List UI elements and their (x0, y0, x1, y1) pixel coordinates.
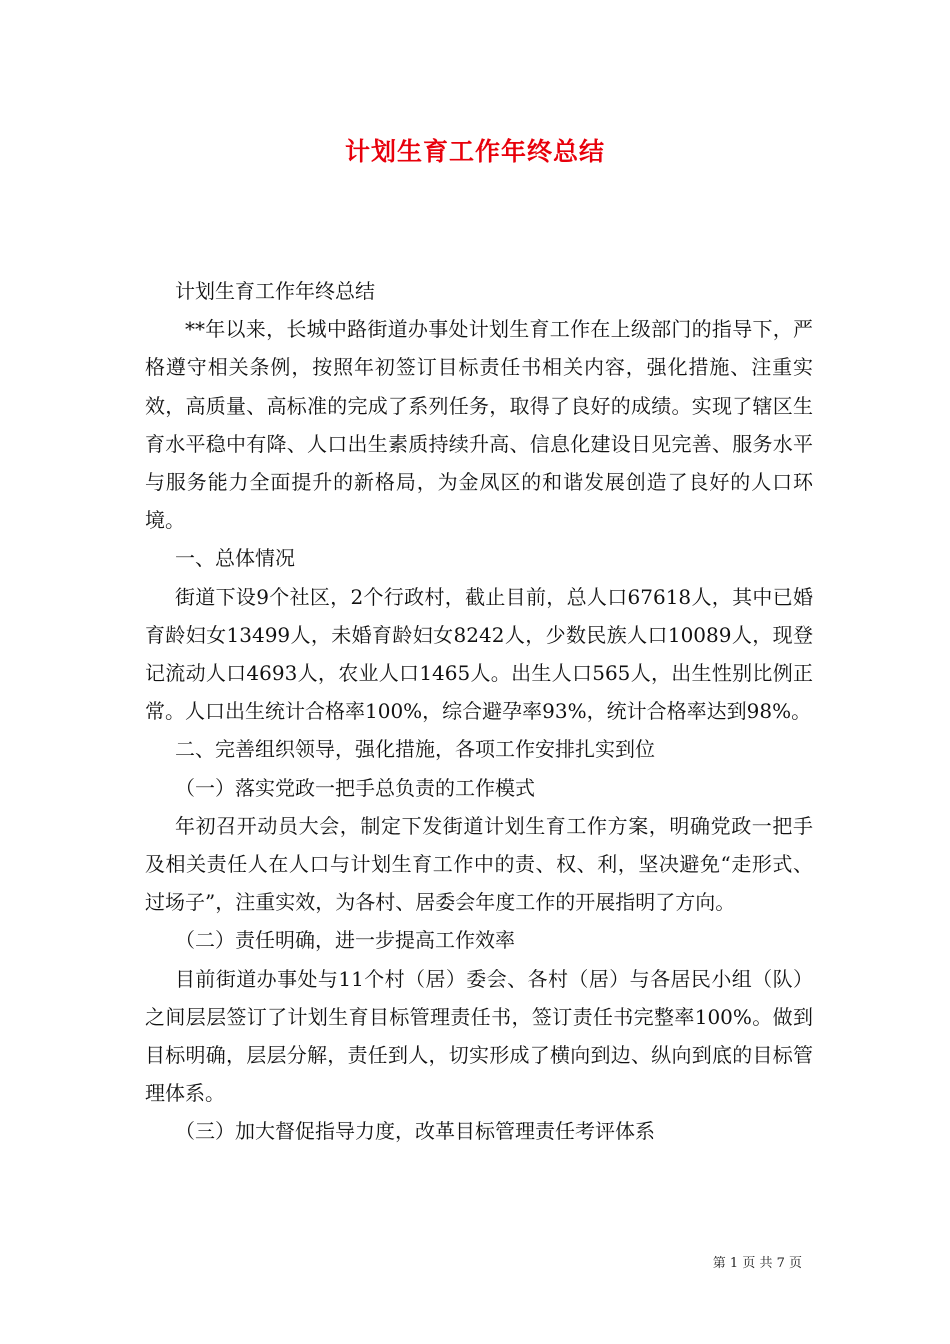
subsection-heading: （二）责任明确，进一步提高工作效率 (175, 928, 515, 953)
body-heading: 计划生育工作年终总结 (175, 279, 375, 303)
body-paragraph: 目前街道办事处与11个村（居）委会、各村（居）与各居民小组（队）之间层层签订了计划生育目标管理责任书，签订责任书完整率100%。做到目标明确，层层分解，责任到人，切实形成了横向到边、纵向到底的目标管理体系。 (145, 966, 813, 1106)
section-heading: 二、完善组织领导，强化措施，各项工作安排扎实到位 (175, 737, 655, 762)
subsection-heading: （三）加大督促指导力度，改革目标管理责任考评体系 (175, 1119, 655, 1144)
section-heading: 一、总体情况 (175, 546, 295, 571)
page-number: 第 1 页 共 7 页 (712, 1256, 802, 1271)
document-title: 计划生育工作年终总结 (344, 137, 605, 166)
body-paragraph: 年初召开动员大会，制定下发街道计划生育工作方案，明确党政一把手及相关责任人在人口与计划生育工作中的责、权、利，坚决避免“走形式、过场子”，注重实效，为各村、居委会年度工作的开展指明了方向。 (145, 813, 813, 915)
body-paragraph: 街道下设9个社区，2个行政村，截止目前，总人口67618人，其中已婚育龄妇女13499人，未婚育龄妇女8242人，少数民族人口10089人，现登记流动人口4693人，农业人口1465人。出生人口565人，出生性别比例正常。人口出生统计合格率100%，综合避孕率93%，统计合格率达到98%。 (145, 584, 813, 724)
body-paragraph: **年以来，长城中路街道办事处计划生育工作在上级部门的指导下，严格遵守相关条例，按照年初签订目标责任书相关内容，强化措施、注重实效，高质量、高标准的完成了系列任务，取得了良好的成绩。实现了辖区生育水平稳中有降、人口出生素质持续升高、信息化建设日见完善、服务水平与服务能力全面提升的新格局，为金凤区的和谐发展创造了良好的人口环境。 (145, 317, 813, 533)
document-body (145, 272, 813, 1151)
subsection-heading: （一）落实党政一把手总负责的工作模式 (175, 775, 535, 800)
